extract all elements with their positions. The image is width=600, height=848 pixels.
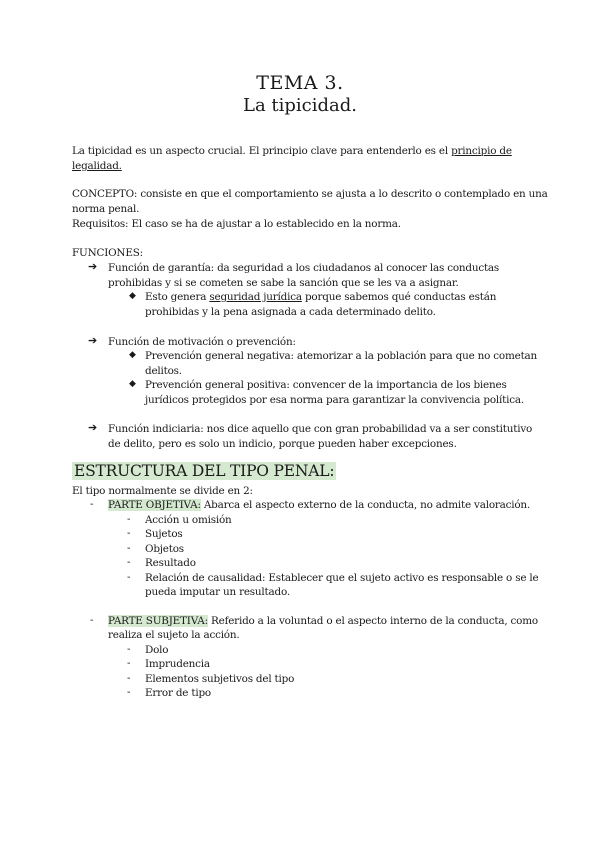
indiciaria-line-1: Función indiciaria: nos dice aquello que con gran probabilidad va a ser constitutivo [108,423,533,435]
dash-bullet: - [90,614,94,626]
dash-bullet: - [127,657,131,669]
estructura-heading: ESTRUCTURA DEL TIPO PENAL: [74,462,335,480]
principio-legalidad-link: principio de [451,145,512,157]
parte-objetiva-label: PARTE OBJETIVA: [108,499,201,511]
objetiva-line [108,498,530,513]
arrow-bullet-icon: ➔ [88,421,98,434]
arrow-bullet-icon: ➔ [88,334,98,347]
subjetiva-item: Elementos subjetivos del tipo [145,673,295,685]
intro-text: La tipicidad es un aspecto crucial. El principio clave para entenderlo es el [72,145,452,157]
dash-bullet: - [127,513,131,525]
objetiva-item: Acción u omisión [145,514,232,526]
parte-subjetiva-desc: Referido a la voluntad o el aspecto interno de la conducta, como [207,615,538,627]
parte-objetiva-desc: Abarca el aspecto externo de la conducta, no admite valoración. [200,499,531,511]
intro-line-1 [72,144,512,159]
dash-bullet: - [127,571,131,583]
dash-bullet: - [127,527,131,539]
diamond-bullet-icon: ◆ [129,291,136,301]
concepto-line-1: CONCEPTO: consiste en que el comportamiento se ajusta a lo descrito o contemplado en una [72,188,548,200]
garantia-line-1: Función de garantía: da seguridad a los ciudadanos al conocer las conductas [108,262,500,274]
parte-subjetiva-label: PARTE SUBJETIVA: [108,615,208,627]
motivacion-label: Función de motivación o prevención: [108,336,296,348]
page-subtitle: La tipicidad. [242,95,357,116]
subjetiva-item: Imprudencia [145,658,210,670]
garantia-sub-line-1 [145,290,496,305]
causalidad-line-1: Relación de causalidad: Establecer que el sujeto activo es responsable o se le [145,572,539,584]
diamond-bullet-icon: ◆ [129,379,136,389]
dash-bullet: - [90,498,94,510]
causalidad-line-2: pueda imputar un resultado. [145,586,290,598]
objetiva-item: Sujetos [145,528,183,540]
dash-bullet: - [127,542,131,554]
garantia-sub-post: porque sabemos qué conductas están [301,291,497,303]
intro-line-2: legalidad. [72,160,122,172]
subjetiva-line [108,614,538,629]
positiva-line-2: jurídicos protegidos por esa norma para garantizar la convivencia política. [145,394,524,406]
dash-bullet: - [127,672,131,684]
dash-bullet: - [127,686,131,698]
subjetiva-item: Dolo [145,644,169,656]
dash-bullet: - [127,643,131,655]
garantia-sub-pre: Esto genera [145,291,210,303]
page-title: TEMA 3. [256,72,344,94]
negativa-line-1: Prevención general negativa: atemorizar a la población para que no cometan [145,350,538,362]
subjetiva-line-2: realiza el sujeto la acción. [108,629,240,641]
negativa-line-2: delitos. [145,365,182,377]
funciones-label: FUNCIONES: [72,247,143,259]
diamond-bullet-icon: ◆ [129,350,136,360]
concepto-line-2: norma penal. [72,203,140,215]
arrow-bullet-icon: ➔ [88,260,98,273]
requisitos-line: Requisitos: El caso se ha de ajustar a lo establecido en la norma. [72,218,401,230]
subjetiva-item: Error de tipo [145,687,211,699]
garantia-sub-line-2: prohibidas y la pena asignada a cada determinado delito. [145,306,436,318]
indiciaria-line-2: de delito, pero es solo un indicio, porque pueden haber excepciones. [108,438,457,450]
garantia-line-2: prohibidas y si se cometen se sabe la sanción que se les va a asignar. [108,277,459,289]
estructura-intro: El tipo normalmente se divide en 2: [72,485,253,497]
dash-bullet: - [127,556,131,568]
objetiva-item: Objetos [145,543,184,555]
objetiva-item: Resultado [145,557,196,569]
positiva-line-1: Prevención general positiva: convencer de la importancia de los bienes [145,379,507,391]
seguridad-juridica-link: seguridad jurídica [209,291,302,303]
